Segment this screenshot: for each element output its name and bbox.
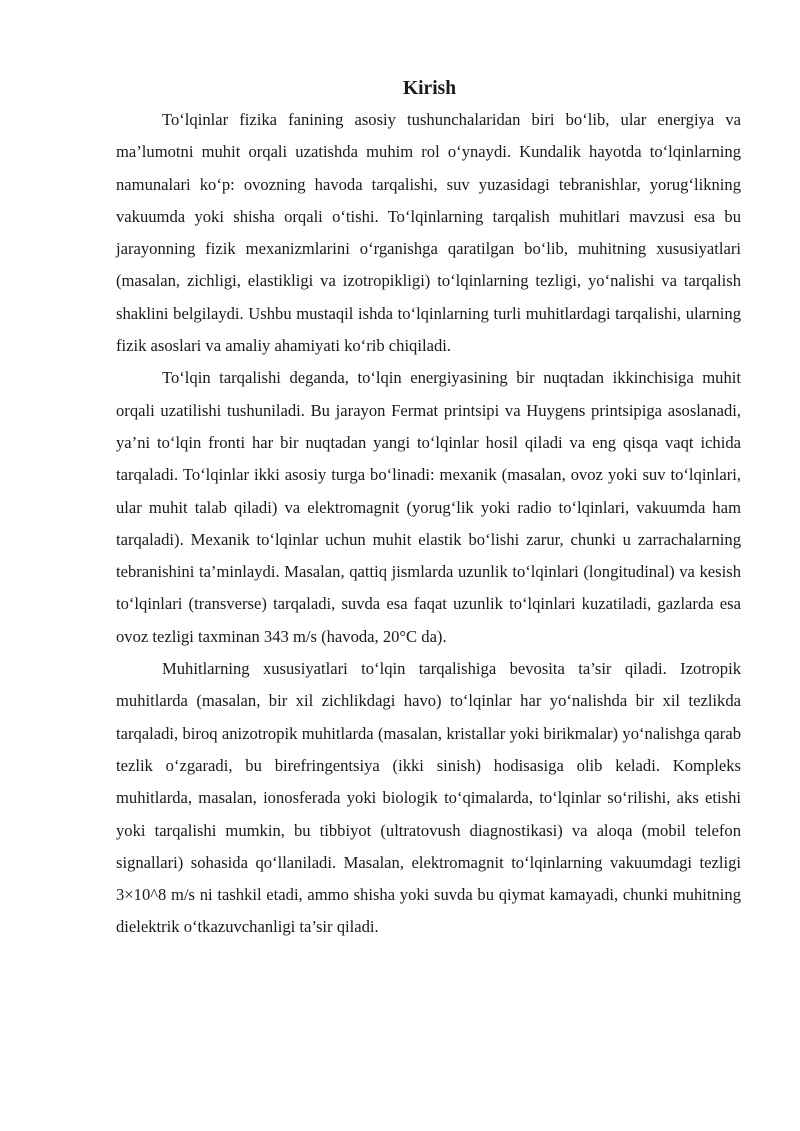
- paragraph-medium-properties: Muhitlarning xususiyatlari to‘lqin tarqalishiga bevosita ta’sir qiladi. Izotropik muhitlarda (masalan, bir xil zichlikdagi havo) to‘lqinlar har yo‘nalishda bir xil tezlikda tarqaladi, biroq anizotropik muhitlarda (masalan, kristallar yoki birikmalar) yo‘nalishga qarab tezlik o‘zgaradi, bu birefringentsiya (ikki sinish) hodisasiga olib keladi. Kompleks muhitlarda, masalan, ionosferada yoki biologik to‘qimalarda, to‘lqinlar so‘rilishi, aks etishi yoki tarqalishi mumkin, bu tibbiyot (ultratovush diagnostikasi) va aloqa (mobil telefon signallari) sohasida qo‘llaniladi. Masalan, elektromagnit to‘lqinlarning vakuumdagi tezligi 3×10^8 m/s ni tashkil etadi, ammo shisha yoki suvda bu qiymat kamayadi, chunki muhitning dielektrik o‘tkazuvchanligi ta’sir qiladi.: [116, 659, 741, 937]
- paragraph-wave-propagation: To‘lqin tarqalishi deganda, to‘lqin energiyasining bir nuqtadan ikkinchisiga muhit orqali uzatilishi tushuniladi. Bu jarayon Fermat printsipi va Huygens printsipiga asoslanadi, ya’ni to‘lqin fronti har bir nuqtadan yangi to‘lqinlar hosil qiladi va eng qisqa vaqt ichida tarqaladi. To‘lqinlar ikki asosiy turga bo‘linadi: mexanik (masalan, ovoz yoki suv to‘lqinlari, ular muhit talab qiladi) va elektromagnit (yorug‘lik yoki radio to‘lqinlari, vakuumda ham tarqaladi). Mexanik to‘lqinlar uchun muhit elastik bo‘lishi zarur, chunki u zarrachalarning tebranishini ta’minlaydi. Masalan, qattiq jismlarda uzunlik to‘lqinlari (longitudinal) va kesish to‘lqinlari (transverse) tarqaladi, suvda esa faqat uzunlik to‘lqinlari kuzatiladi, gazlarda esa ovoz tezligi taxminan 343 m/s (havoda, 20°C da).: [116, 368, 741, 646]
- paragraph-intro: To‘lqinlar fizika fanining asosiy tushunchalaridan biri bo‘lib, ular energiya va ma’lumotni muhit orqali uzatishda muhim rol o‘ynaydi. Kundalik hayotda to‘lqinlarning namunalari ko‘p: ovozning havoda tarqalishi, suv yuzasidagi tebranishlar, yorug‘likning vakuumda yoki shisha orqali o‘tishi. To‘lqinlarning tarqalish muhitlari mavzusi esa bu jarayonning fizik mexanizmlarini o‘rganishga qaratilgan bo‘lib, muhitning xususiyatlari (masalan, zichligi, elastikligi va izotropikligi) to‘lqinlarning tezligi, yo‘nalishi va tarqalish shaklini belgilaydi. Ushbu mustaqil ishda to‘lqinlarning turli muhitlardagi tarqalishi, ularning fizik asoslari va amaliy ahamiyati ko‘rib chiqiladi.: [116, 110, 741, 356]
- page-title: Kirish: [402, 78, 457, 99]
- document-body: [116, 74, 741, 944]
